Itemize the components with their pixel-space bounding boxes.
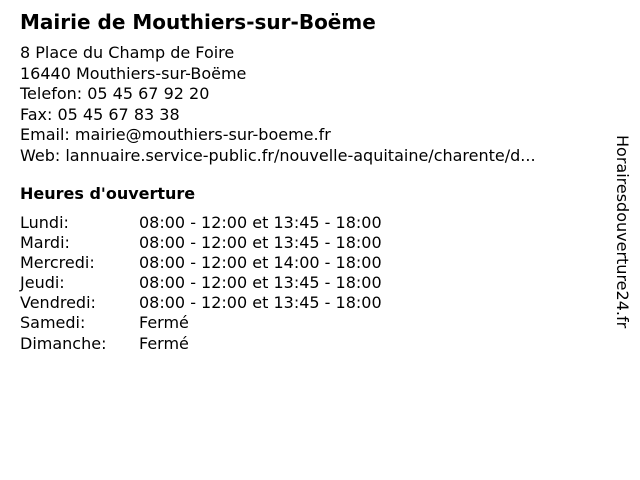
phone-number: Telefon: 05 45 67 92 20	[20, 84, 210, 104]
day-label: Mercredi:	[20, 253, 95, 273]
contact-info	[20, 43, 536, 167]
day-hours: 08:00 - 12:00 et 13:45 - 18:00	[139, 293, 382, 313]
day-hours: Fermé	[139, 333, 189, 353]
day-hours: 08:00 - 12:00 et 13:45 - 18:00	[139, 273, 382, 293]
day-label: Dimanche:	[20, 333, 107, 353]
day-hours: Fermé	[139, 313, 189, 333]
business-name: Mairie de Mouthiers-sur-Boëme	[20, 10, 376, 34]
day-label: Vendredi:	[20, 293, 96, 313]
address-street: 8 Place du Champ de Foire	[20, 43, 235, 62]
day-label: Samedi:	[20, 313, 86, 333]
site-watermark: Horairesdouverture24.fr	[613, 135, 632, 329]
fax-number: Fax: 05 45 67 83 38	[20, 104, 180, 124]
email-address: Email: mairie@mouthiers-sur-boeme.fr	[20, 125, 331, 145]
day-hours: 08:00 - 12:00 et 14:00 - 18:00	[139, 253, 382, 273]
day-hours: 08:00 - 12:00 et 13:45 - 18:00	[139, 233, 382, 253]
website-link: Web: lannuaire.service-public.fr/nouvelle-aquitaine/charente/d...	[20, 145, 536, 165]
day-label: Mardi:	[20, 233, 70, 253]
day-label: Lundi:	[20, 213, 69, 232]
address-city: 16440 Mouthiers-sur-Boëme	[20, 63, 247, 83]
day-hours: 08:00 - 12:00 et 13:45 - 18:00	[139, 213, 382, 232]
day-label: Jeudi:	[20, 273, 65, 293]
opening-hours-heading: Heures d'ouverture	[20, 184, 196, 203]
